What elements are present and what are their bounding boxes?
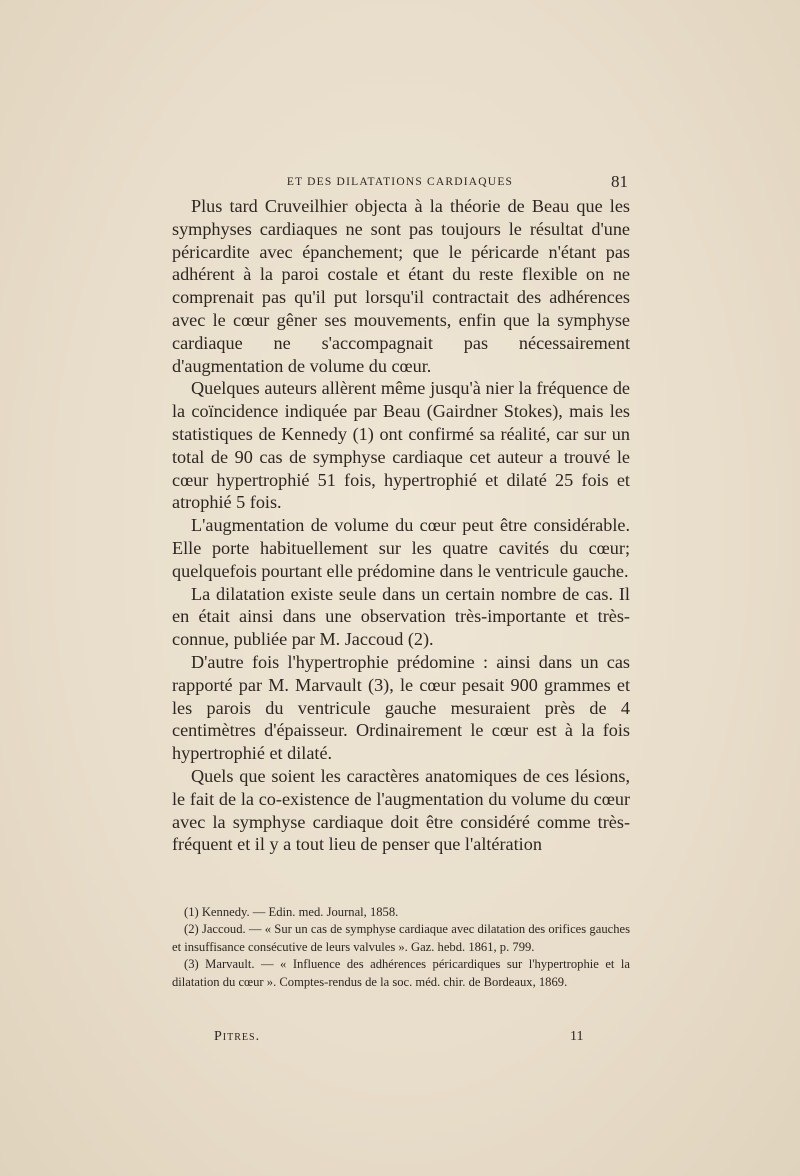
body-text: [172, 195, 630, 856]
paragraph: Quelques auteurs allèrent même jusqu'à nier la fréquence de la coïncidence indiquée par Beau (Gairdner Stokes), mais les statistiques de Kennedy (1) ont confirmé sa réalité, car sur un total de 90 cas de symphyse cardiaque cet auteur a trouvé le cœur hypertrophié 51 fois, hypertrophié et dilaté 25 fois et atrophié 5 fois.: [172, 378, 630, 513]
footnote: (2) Jaccoud. — « Sur un cas de symphyse cardiaque avec dilatation des orifices gauches et insuffisance consécutive de leurs valvules ». Gaz. hebd. 1861, p. 799.: [172, 922, 630, 954]
running-title: ET DES DILATATIONS CARDIAQUES: [286, 176, 514, 188]
page-footer: [172, 1029, 630, 1049]
footnote: (1) Kennedy. — Edin. med. Journal, 1858.: [184, 905, 399, 919]
paragraph: Plus tard Cruveilhier objecta à la théorie de Beau que les symphyses cardiaques ne sont pas toujours le résultat d'une péricardite avec épanchement; que le péricarde n'étant pas adhérent à la paroi costale et étant du reste flexible on ne comprenait pas qu'il put lorsqu'il contractait des adhérences avec le cœur gêner ses mouvements, enfin que la symphyse cardiaque ne s'accompagnait pas nécessairement d'augmentation de volume du cœur.: [172, 196, 630, 376]
author-name: Pitres.: [214, 1029, 261, 1044]
paragraph: L'augmentation de volume du cœur peut être considérable. Elle porte habituellement sur les quatre cavités du cœur; quelquefois pourtant elle prédomine dans le ventricule gauche.: [172, 515, 630, 581]
page-number: 81: [611, 172, 628, 191]
signature-mark: 11: [570, 1029, 584, 1044]
paragraph: D'autre fois l'hypertrophie prédomine : ainsi dans un cas rapporté par M. Marvault (3), le cœur pesait 900 grammes et les parois du ventricule gauche mesuraient près de 4 centimètres d'épaisseur. Ordinairement le cœur est à la fois hypertrophié et dilaté.: [172, 651, 630, 764]
running-head: [172, 174, 628, 194]
footnotes: [172, 904, 630, 991]
paragraph: La dilatation existe seule dans un certain nombre de cas. Il en était ainsi dans une observation très-importante et très-connue, publiée par M. Jaccoud (2).: [172, 583, 630, 650]
paragraph: Quels que soient les caractères anatomiques de ces lésions, le fait de la co-existence de l'augmentation du volume du cœur avec la symphyse cardiaque doit être considéré comme très-fréquent et il y a tout lieu de penser que l'altération: [172, 765, 630, 855]
footnote: (3) Marvault. — « Influence des adhérences péricardiques sur l'hypertrophie et la dilatation du cœur ». Comptes-rendus de la soc. méd. chir. de Bordeaux, 1869.: [172, 957, 630, 989]
